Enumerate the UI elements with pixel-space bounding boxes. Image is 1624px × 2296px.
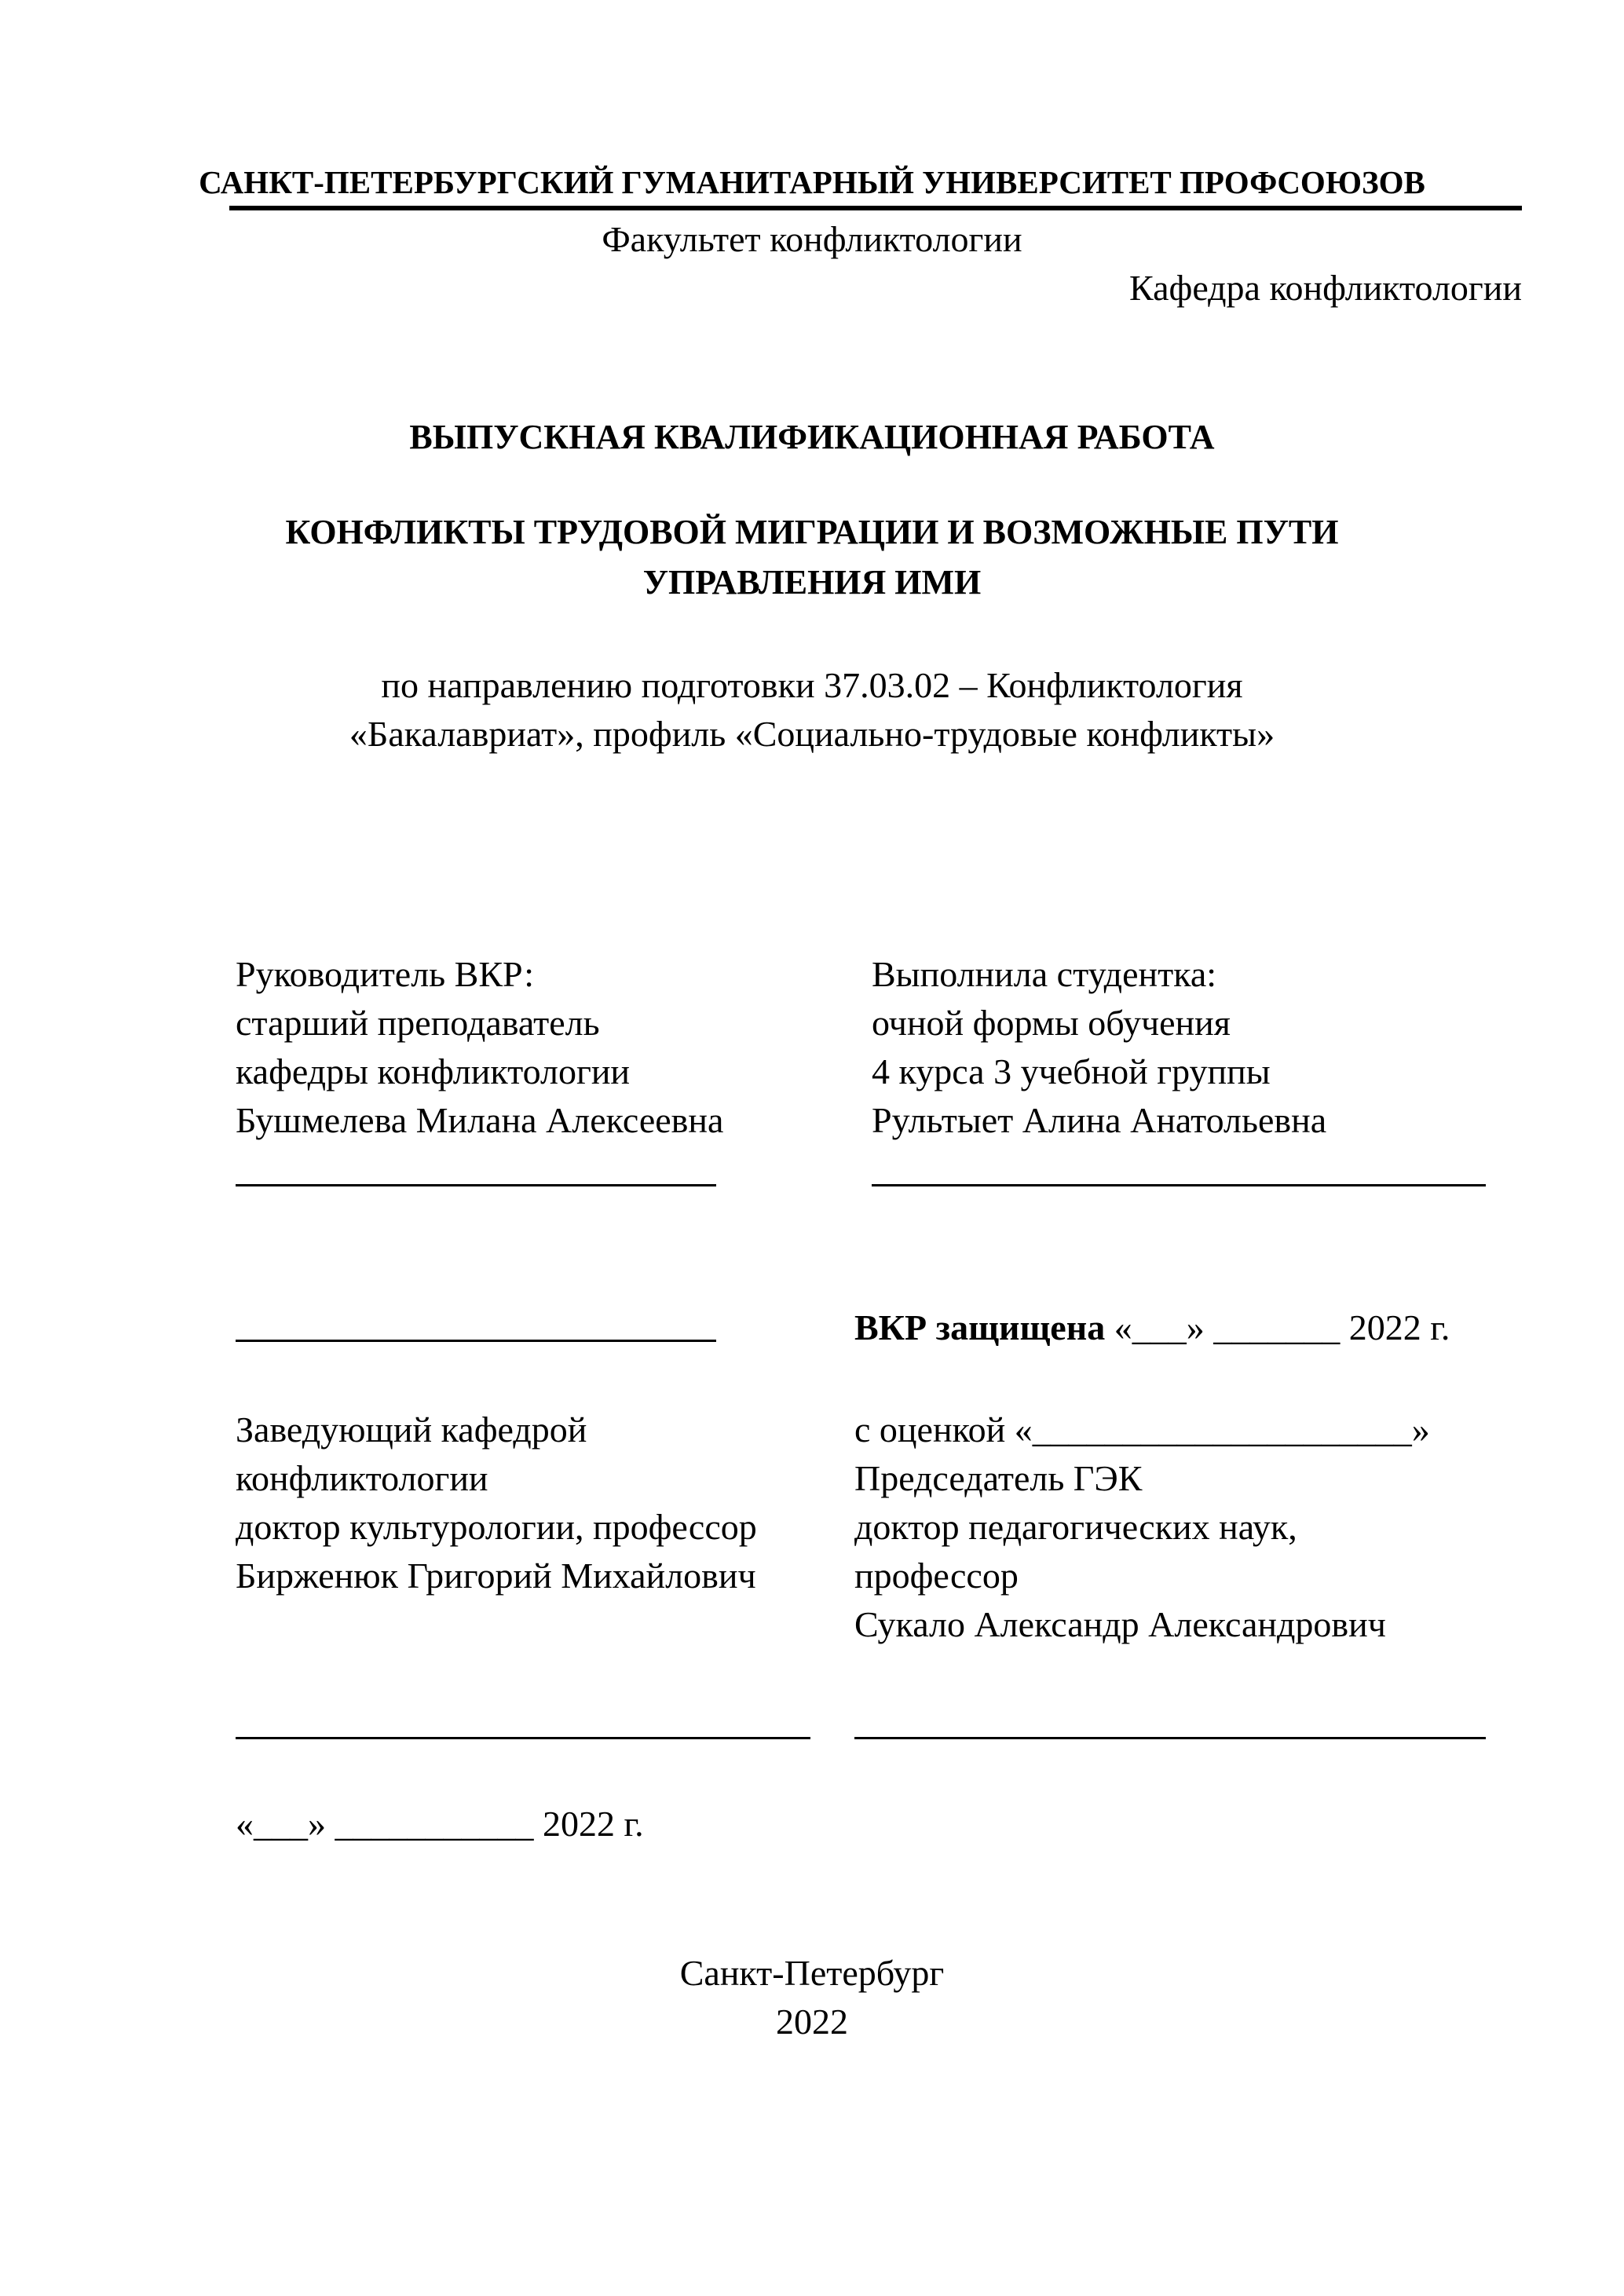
defense-grade: с оценкой «_____________________» [854, 1409, 1430, 1450]
supervisor-role: Руководитель ВКР: [236, 954, 535, 994]
supervisor-date-signature-line [236, 1340, 716, 1342]
head-of-department-block [236, 1406, 757, 1600]
footer-year: 2022 [776, 2002, 848, 2042]
gek-title: профессор [854, 1556, 1019, 1596]
university-name: САНКТ-ПЕТЕРБУРГСКИЙ ГУМАНИТАРНЫЙ УНИВЕРСИТЕТ ПРОФСОЮЗОВ [199, 164, 1425, 200]
topic-title-line2: УПРАВЛЕНИЯ ИМИ [642, 563, 982, 601]
approval-date: «___» ___________ 2022 г. [236, 1804, 644, 1844]
head-degree: доктор культурологии, профессор [236, 1507, 757, 1547]
supervisor-position: старший преподаватель [236, 1003, 600, 1043]
student-block [872, 950, 1326, 1145]
gek-block [854, 1406, 1430, 1649]
faculty-name: Факультет конфликтологии [602, 219, 1022, 259]
student-group: 4 курса 3 учебной группы [872, 1051, 1271, 1091]
footer-city: Санкт-Петербург [679, 1953, 945, 1993]
supervisor-department: кафедры конфликтологии [236, 1051, 631, 1091]
head-department: конфликтологии [236, 1458, 488, 1498]
gek-degree: доктор педагогических наук, [854, 1507, 1297, 1547]
department-name: Кафедра конфликтологии [1129, 268, 1522, 308]
direction-line2: «Бакалавриат», профиль «Социально-трудовые конфликты» [349, 714, 1275, 754]
work-type-title: ВЫПУСКНАЯ КВАЛИФИКАЦИОННАЯ РАБОТА [409, 418, 1215, 456]
head-role: Заведующий кафедрой [236, 1409, 587, 1450]
head-signature-line [236, 1737, 810, 1739]
head-name: Бирженюк Григорий Михайлович [236, 1556, 756, 1596]
student-study-form: очной формы обучения [872, 1003, 1231, 1043]
defense-date: «___» _______ 2022 г. [1114, 1307, 1450, 1347]
student-name: Рультыет Алина Анатольевна [872, 1100, 1327, 1140]
defense-label: ВКР защищена [854, 1307, 1106, 1347]
gek-signature-line [854, 1737, 1486, 1739]
supervisor-block [236, 950, 723, 1145]
gek-role: Председатель ГЭК [854, 1458, 1143, 1498]
supervisor-name: Бушмелева Милана Алексеевна [236, 1100, 724, 1140]
student-role: Выполнила студентка: [872, 954, 1217, 994]
header-rule [229, 206, 1522, 210]
supervisor-signature-line [236, 1184, 716, 1186]
topic-title-line1: КОНФЛИКТЫ ТРУДОВОЙ МИГРАЦИИ И ВОЗМОЖНЫЕ ПУТИ [285, 513, 1339, 551]
student-signature-line [872, 1184, 1486, 1186]
direction-line1: по направлению подготовки 37.03.02 – Конфликтология [381, 665, 1243, 705]
gek-name: Сукало Александр Александрович [854, 1604, 1386, 1644]
defense-status [854, 1307, 1450, 1347]
